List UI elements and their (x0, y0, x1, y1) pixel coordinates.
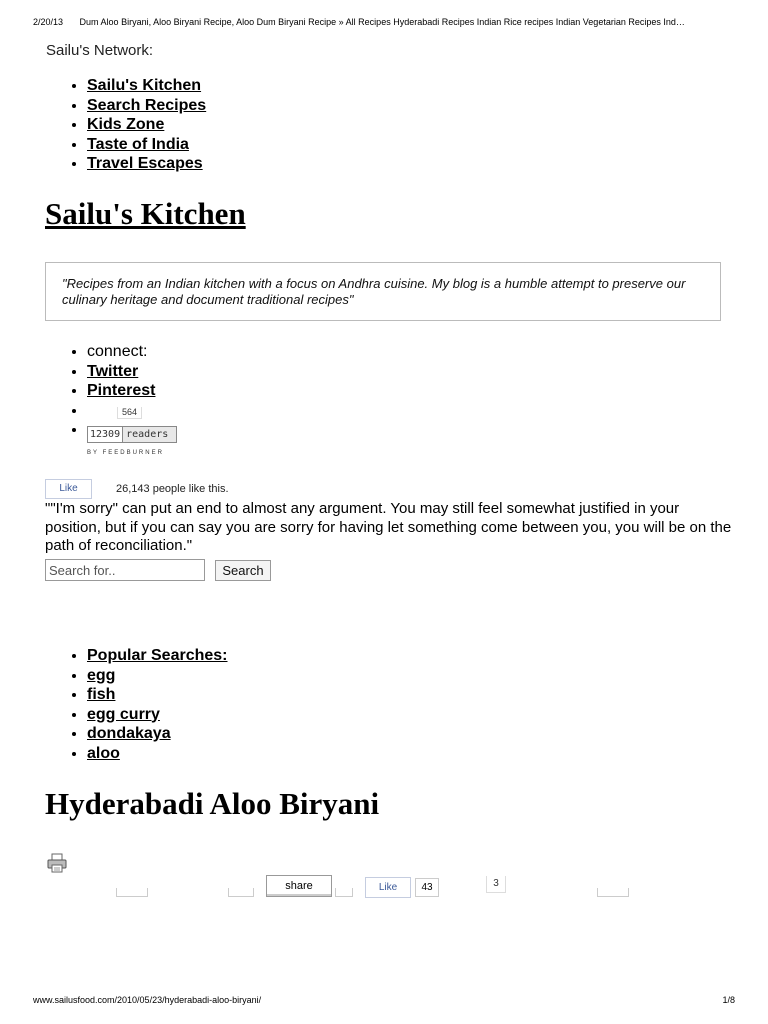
popular-link-aloo[interactable]: aloo (87, 744, 120, 762)
network-item (87, 115, 206, 135)
connect-label: connect: (87, 343, 148, 360)
network-link-search-recipes[interactable]: Search Recipes (87, 96, 207, 114)
network-list (87, 76, 206, 174)
readers-count: • 12309 (88, 427, 123, 442)
network-item (87, 76, 206, 96)
facebook-like-button[interactable]: Like (45, 479, 92, 499)
popular-searches-list (87, 646, 228, 763)
popular-item (87, 724, 228, 744)
search-button[interactable]: Search (215, 560, 271, 581)
network-item (87, 96, 206, 116)
popular-searches-link[interactable]: Popular Searches: (87, 647, 228, 664)
quote-text: ""I'm sorry" can put an end to almost any argument. You may still feel somewhat justified in your position, but if you can say you are sorry for having let something come between you, you will be on the path of reconciliation." (45, 500, 732, 554)
share-widget-placeholder (335, 888, 353, 897)
feedburner-label: BY FEEDBURNER (87, 450, 164, 456)
network-link-taste-of-india[interactable]: Taste of India (87, 135, 189, 153)
follower-count-badge: 564 (117, 407, 142, 419)
feedburner-badge[interactable] (87, 426, 177, 464)
pinterest-link[interactable]: Pinterest (87, 382, 156, 399)
print-date: 2/20/13 (33, 17, 64, 27)
popular-link-dondakaya[interactable]: dondakaya (87, 725, 171, 742)
share-widget-placeholder (597, 888, 629, 897)
popular-link-egg-curry[interactable]: egg curry (87, 705, 160, 723)
popular-item (87, 685, 228, 705)
post-like-count: 43 (415, 878, 439, 897)
network-link-sailus-kitchen[interactable]: Sailu's Kitchen (87, 77, 202, 94)
popular-item (87, 646, 228, 666)
print-url: www.sailusfood.com/2010/05/23/hyderabadi-aloo-biryani/ (33, 995, 262, 1005)
network-item (87, 154, 206, 174)
connect-item (87, 342, 177, 362)
tagline-box (45, 262, 721, 321)
facebook-like-count-text: 26,143 people like this. (116, 483, 229, 495)
share-button[interactable]: share (266, 875, 332, 897)
popular-item (87, 705, 228, 725)
network-label: Sailu's Network: (46, 42, 154, 59)
network-item (87, 135, 206, 155)
share-widget-placeholder (116, 888, 148, 897)
connect-list (87, 342, 177, 464)
facebook-like-widget (45, 479, 229, 499)
readers-label: readers (126, 429, 169, 440)
print-header (33, 17, 738, 27)
connect-item (87, 420, 177, 464)
tagline-text: "Recipes from an Indian kitchen with a focus on Andhra cuisine. My blog is a humble attempt to preserve our culinary heritage and document traditional recipes" (62, 276, 686, 307)
twitter-link[interactable]: Twitter (87, 362, 139, 380)
search-input[interactable] (45, 559, 205, 581)
connect-item (87, 381, 177, 401)
connect-item (87, 401, 177, 421)
popular-item (87, 666, 228, 686)
plus-one-count: 3 (486, 876, 506, 893)
share-toolbar (0, 875, 768, 905)
popular-link-fish[interactable]: fish (87, 686, 116, 703)
print-page-number: 1/8 (722, 995, 735, 1005)
popular-link-egg[interactable]: egg (87, 666, 116, 684)
popular-item (87, 744, 228, 764)
printer-icon[interactable] (46, 852, 68, 874)
site-title[interactable]: Sailu's Kitchen (45, 196, 246, 231)
post-like-button[interactable]: Like (365, 877, 411, 898)
share-widget-placeholder (228, 888, 254, 897)
print-footer (33, 995, 735, 1005)
print-page-title: Dum Aloo Biryani, Aloo Biryani Recipe, Aloo Dum Biryani Recipe » All Recipes Hyderabadi Recipes Indian Rice recipes Indian Vegetarian Recipes Ind… (79, 17, 685, 27)
network-link-travel-escapes[interactable]: Travel Escapes (87, 155, 203, 172)
network-link-kids-zone[interactable]: Kids Zone (87, 116, 165, 133)
connect-item (87, 362, 177, 382)
post-title: Hyderabadi Aloo Biryani (45, 786, 380, 821)
